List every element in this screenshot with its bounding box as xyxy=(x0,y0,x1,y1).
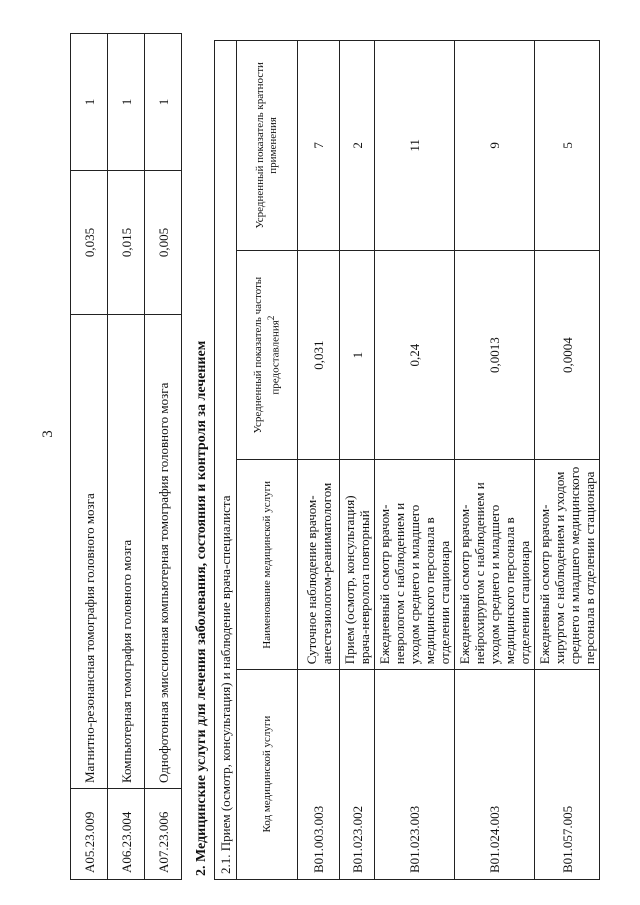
service-name: Ежедневный осмотр врачом-нейрохирургом с наблюдением и уходом среднего и младшего медицинского персонала в отделении стационара xyxy=(455,460,535,670)
service-frequency: 0,015 xyxy=(108,171,145,315)
table-row xyxy=(108,34,145,880)
service-multiplicity: 9 xyxy=(455,41,535,251)
service-code: B01.057.005 xyxy=(535,670,600,880)
service-multiplicity: 1 xyxy=(71,34,108,171)
header-code: Код медицинской услуги xyxy=(237,670,298,880)
table-header-row xyxy=(237,41,298,880)
service-frequency: 0,035 xyxy=(71,171,108,315)
service-name: Однофотонная эмиссионная компьютерная томография головного мозга xyxy=(145,315,182,789)
services-table-treatment xyxy=(214,40,600,880)
service-multiplicity: 11 xyxy=(375,41,455,251)
table-row xyxy=(145,34,182,880)
services-table-diagnostics xyxy=(70,33,182,880)
table-row xyxy=(535,41,600,880)
page-number: 3 xyxy=(40,430,56,438)
service-code: A05.23.009 xyxy=(71,789,108,880)
subsection-row xyxy=(215,41,237,880)
subsection-heading: 2.1. Прием (осмотр, консультация) и наблюдение врача-специалиста xyxy=(215,41,237,880)
service-code: B01.023.003 xyxy=(375,670,455,880)
service-multiplicity: 1 xyxy=(145,34,182,171)
header-name: Наименование медицинской услуги xyxy=(237,460,298,670)
service-frequency: 1 xyxy=(340,250,375,460)
service-name: Ежедневный осмотр врачом-хирургом с наблюдением и уходом среднего и младшего медицинского персонала в отделении стационара xyxy=(535,460,600,670)
service-name: Компьютерная томография головного мозга xyxy=(108,315,145,789)
service-frequency: 0,0004 xyxy=(535,250,600,460)
service-code: B01.024.003 xyxy=(455,670,535,880)
service-code: A06.23.004 xyxy=(108,789,145,880)
service-frequency: 0,0013 xyxy=(455,250,535,460)
header-frequency xyxy=(237,250,298,460)
footnote-marker: 2 xyxy=(265,315,276,321)
header-frequency-text: Усредненный показатель частоты предоставления xyxy=(251,276,282,434)
service-frequency: 0,24 xyxy=(375,250,455,460)
service-code: B01.023.002 xyxy=(340,670,375,880)
table-row xyxy=(71,34,108,880)
service-multiplicity: 1 xyxy=(108,34,145,171)
service-multiplicity: 7 xyxy=(298,41,340,251)
service-name: Суточное наблюдение врачом-анестезиологом-реаниматологом xyxy=(298,460,340,670)
service-multiplicity: 2 xyxy=(340,41,375,251)
service-code: B01.003.003 xyxy=(298,670,340,880)
header-multiplicity: Усредненный показатель кратности применения xyxy=(237,41,298,251)
service-multiplicity: 5 xyxy=(535,41,600,251)
service-code: A07.23.006 xyxy=(145,789,182,880)
table-row xyxy=(455,41,535,880)
rotated-page-content xyxy=(70,40,597,880)
service-name: Прием (осмотр, консультация) врача-невролога повторный xyxy=(340,460,375,670)
service-name: Ежедневный осмотр врачом-неврологом с наблюдением и уходом среднего и младшего медицинского персонала в отделении стационара xyxy=(375,460,455,670)
section-heading: 2. Медицинские услуги для лечения заболевания, состояния и контроля за лечением xyxy=(194,340,209,876)
table-row xyxy=(298,41,340,880)
service-frequency: 0,005 xyxy=(145,171,182,315)
table-row xyxy=(340,41,375,880)
table-row xyxy=(375,41,455,880)
service-frequency: 0,031 xyxy=(298,250,340,460)
service-name: Магнитно-резонансная томография головного мозга xyxy=(71,315,108,789)
